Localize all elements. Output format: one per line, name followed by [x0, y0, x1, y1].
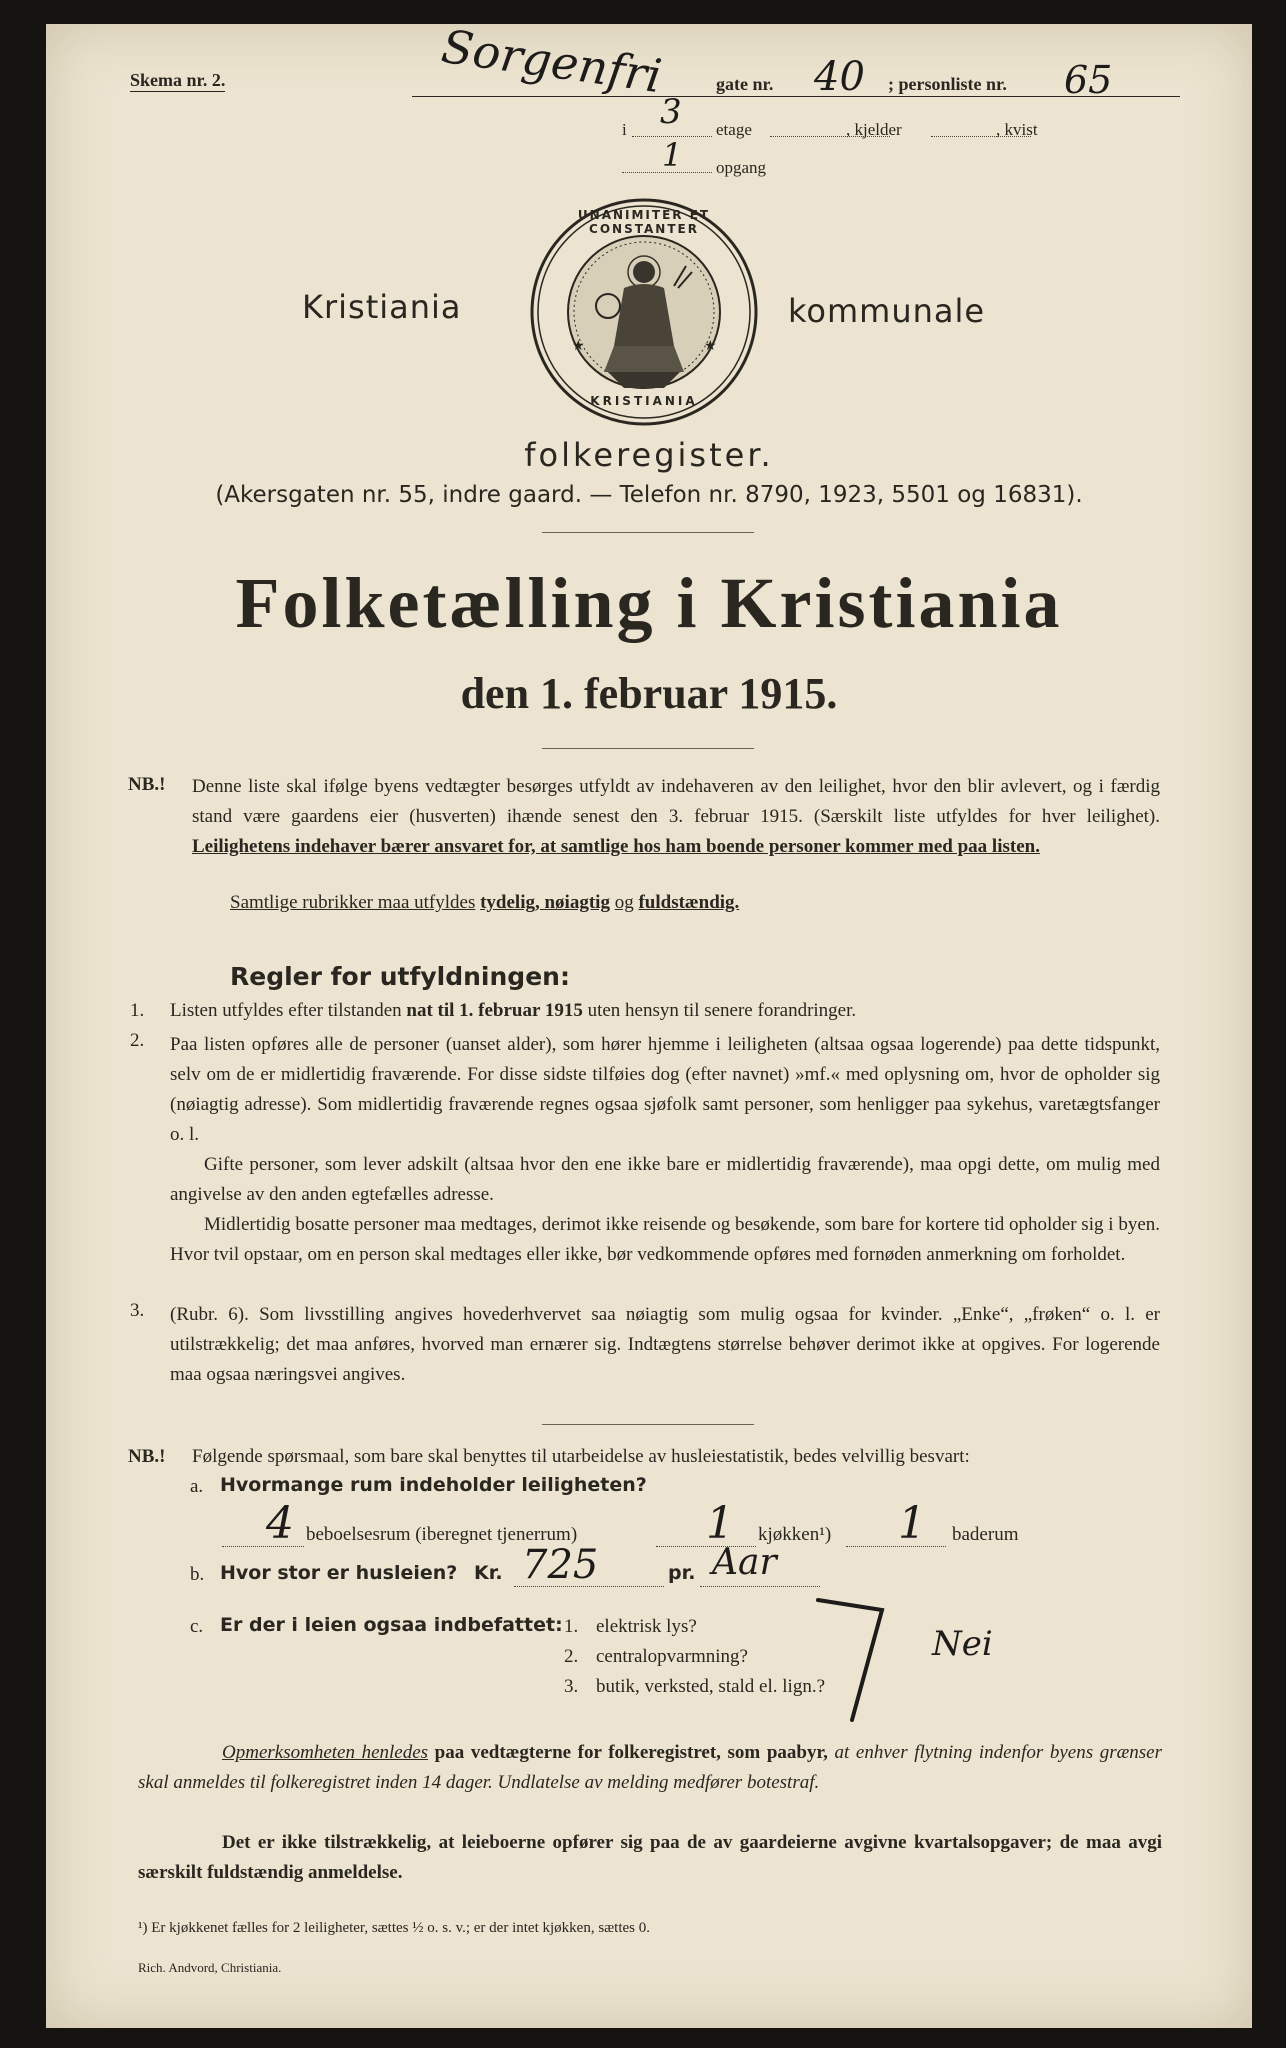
c3-number: 3.: [564, 1676, 579, 1697]
notice-p1-b: paa vedtægterne for folkeregistret, som paabyr,: [434, 1742, 828, 1763]
nb1-bold-text: Leilighetens indehaver bærer ansvaret for, at samtlige hos ham boende personer kommer med paa listen.: [192, 836, 1040, 857]
rules-heading: Regler for utfyldningen:: [230, 962, 570, 991]
nb1-text2d: fuldstændig.: [638, 892, 740, 913]
rent-handwritten: 725: [522, 1542, 599, 1588]
office-address: (Akersgaten nr. 55, indre gaard. — Telefon nr. 8790, 1923, 5501 og 16831).: [215, 482, 1083, 508]
c-answer-handwritten: Nei: [932, 1624, 993, 1664]
rule2-p3: Midlertidig bosatte personer maa medtages, derimot ikke reisende og besøkende, som bare for kortere tid opholder sig i byen. Hvor tvil opstaar, om en person skal medtages eller ikke, bør vedkommende opføres med fornøden anmerkning om forholdet.: [170, 1214, 1160, 1265]
question-b: Hvor stor er husleien?: [220, 1562, 458, 1584]
c2-number: 2.: [564, 1646, 579, 1667]
seal-left-word: Kristiania: [302, 288, 462, 326]
rule1-a: Listen utfyldes efter tilstanden: [170, 1000, 402, 1021]
nb1-paragraph: [192, 772, 1160, 862]
kr-label: Kr.: [474, 1562, 503, 1584]
question-c-letter: c.: [190, 1616, 204, 1637]
notice-p1: [138, 1738, 1162, 1798]
c3-label: butik, verksted, stald el. lign.?: [596, 1676, 826, 1697]
bath-label: baderum: [952, 1524, 1019, 1545]
rule3-p1: (Rubr. 6). Som livsstilling angives hovederhvervet saa nøiagtig som mulig ogsaa for kvinder. „Enke“, „frøken“ o. l. er utilstrækkelig; det maa anføres, hvorved man ernærer sig. Indtægtens størrelse behøver derimot ikke at opgives. For logerende maa ogsaa næringsvei angives.: [170, 1304, 1160, 1385]
question-b-letter: b.: [190, 1564, 205, 1585]
personliste-label: ; personliste nr.: [888, 74, 1007, 94]
divider-top: [542, 532, 754, 533]
nb1-line2: [230, 892, 739, 914]
nb1-text: Denne liste skal ifølge byens vedtægter besørges utfyldt av indehaveren av den leilighet, hvor den blir avlevert, og i færdig stand være gaardens eier (husverten) ihænde senest den 3. februar 1915. (Særskilt liste utfyldes for hver leilighet).: [192, 776, 1160, 827]
rule2-number: 2.: [130, 1030, 145, 1051]
street-handwritten: Sorgenfri: [438, 18, 665, 104]
rooms-label: beboelsesrum (iberegnet tjenerrum): [306, 1524, 578, 1545]
kitchen-handwritten: 1: [706, 1498, 734, 1549]
nb2-label: NB.!: [128, 1446, 166, 1467]
c1-label: elektrisk lys?: [596, 1616, 697, 1637]
kristiania-seal: [528, 196, 760, 428]
bracket-mark-icon: [812, 1590, 932, 1730]
question-c: Er der i leien ogsaa indbefattet:: [220, 1614, 563, 1636]
seal-ring-text: UNANIMITER ET CONSTANTER: [577, 208, 711, 236]
etage-label: etage: [716, 120, 752, 139]
rule1-c: uten hensyn til senere forandringer.: [587, 1000, 857, 1021]
rule3-number: 3.: [130, 1300, 145, 1321]
bath-handwritten: 1: [898, 1498, 926, 1549]
floor-prefix: i: [622, 120, 627, 139]
svg-text:★: ★: [704, 339, 717, 354]
floor-handwritten: 3: [660, 92, 682, 132]
seal-bottom-text: KRISTIANIA: [590, 394, 698, 408]
c1-number: 1.: [564, 1616, 579, 1637]
rule1-number: 1.: [130, 1000, 145, 1021]
seal-right-word: kommunale: [788, 292, 986, 330]
rule1-b: nat til 1. februar 1915: [406, 1000, 583, 1021]
question-a: Hvormange rum indeholder leiligheten?: [220, 1474, 647, 1496]
rule2-p2: Gifte personer, som lever adskilt (altsaa hvor den ene ikke bare er midlertidig fraværende), maa opgi dette, om mulig med angivelse av den anden egtefælles adresse.: [170, 1154, 1160, 1205]
kjelder-label: , kjelder: [846, 120, 902, 139]
main-title: Folketælling i Kristiania: [235, 563, 1063, 643]
census-form-page: [46, 18, 1252, 2028]
divider-after-title: [542, 748, 754, 749]
rule1-text: [170, 1000, 1160, 1022]
gate-label: gate nr.: [716, 74, 774, 94]
notice-p2: Det er ikke tilstrækkelig, at leieboerne opfører sig paa de av gaardeierne avgivne kvartalsopgaver; de maa avgi særskilt fuldstændig anmeldelse.: [138, 1832, 1162, 1883]
nb1-text2c: og: [614, 892, 634, 913]
divider-after-rules: [542, 1424, 754, 1425]
title-date: den 1. februar 1915.: [460, 669, 838, 718]
footnote: ¹) Er kjøkkenet fælles for 2 leiligheter, sættes ½ o. s. v.; er der intet kjøkken, sættes 0.: [138, 1920, 650, 1936]
gate-number-handwritten: 40: [814, 54, 865, 100]
nb1-label: NB.!: [128, 774, 166, 795]
office-title: folkeregister.: [524, 436, 774, 474]
notice-p1-a: Opmerksomheten henledes: [222, 1742, 429, 1763]
pr-label: pr.: [668, 1562, 696, 1584]
nb1-text2a: Samtlige rubrikker maa utfyldes: [230, 892, 476, 913]
kvist-label: , kvist: [996, 120, 1038, 139]
period-handwritten: Aar: [712, 1542, 777, 1583]
skema-label: Skema nr. 2.: [130, 70, 226, 90]
notice-p1-c: at enhver flytning indenfor byens grænser skal anmeldes til folkeregistret inden 14 dager. Undlatelse av melding medfører botestraf.: [138, 1742, 1163, 1793]
kitchen-label: kjøkken¹): [758, 1524, 832, 1545]
nb2-intro: Følgende spørsmaal, som bare skal benyttes til utarbeidelse av husleiestatistik, bedes velvillig besvart:: [192, 1446, 970, 1467]
svg-text:★: ★: [572, 339, 585, 354]
opgang-label: opgang: [716, 158, 767, 177]
printer-credit: Rich. Andvord, Christiania.: [138, 1960, 282, 1975]
rooms-handwritten: 4: [266, 1498, 294, 1549]
c2-label: centralopvarmning?: [596, 1646, 748, 1667]
opgang-handwritten: 1: [662, 136, 683, 174]
personliste-handwritten: 65: [1064, 58, 1113, 102]
nb1-text2b: tydelig, nøiagtig: [480, 892, 610, 913]
question-a-letter: a.: [190, 1476, 204, 1497]
rule2-p1: Paa listen opføres alle de personer (uanset alder), som hører hjemme i leiligheten (altsaa ogsaa logerende) paa dette tidspunkt, selv om de er midlertidig fraværende. For disse sidste tilføies dog (efter navnet) »mf.« med oplysning om, hvor de opholder sig (nøiagtig adresse). Som midlertidig fraværende regnes ogsaa sjøfolk samt personer, som henligger paa sykehus, varetægtsfanger o. l.: [170, 1034, 1160, 1145]
bath-line: [846, 1546, 946, 1547]
period-line: [700, 1586, 820, 1587]
